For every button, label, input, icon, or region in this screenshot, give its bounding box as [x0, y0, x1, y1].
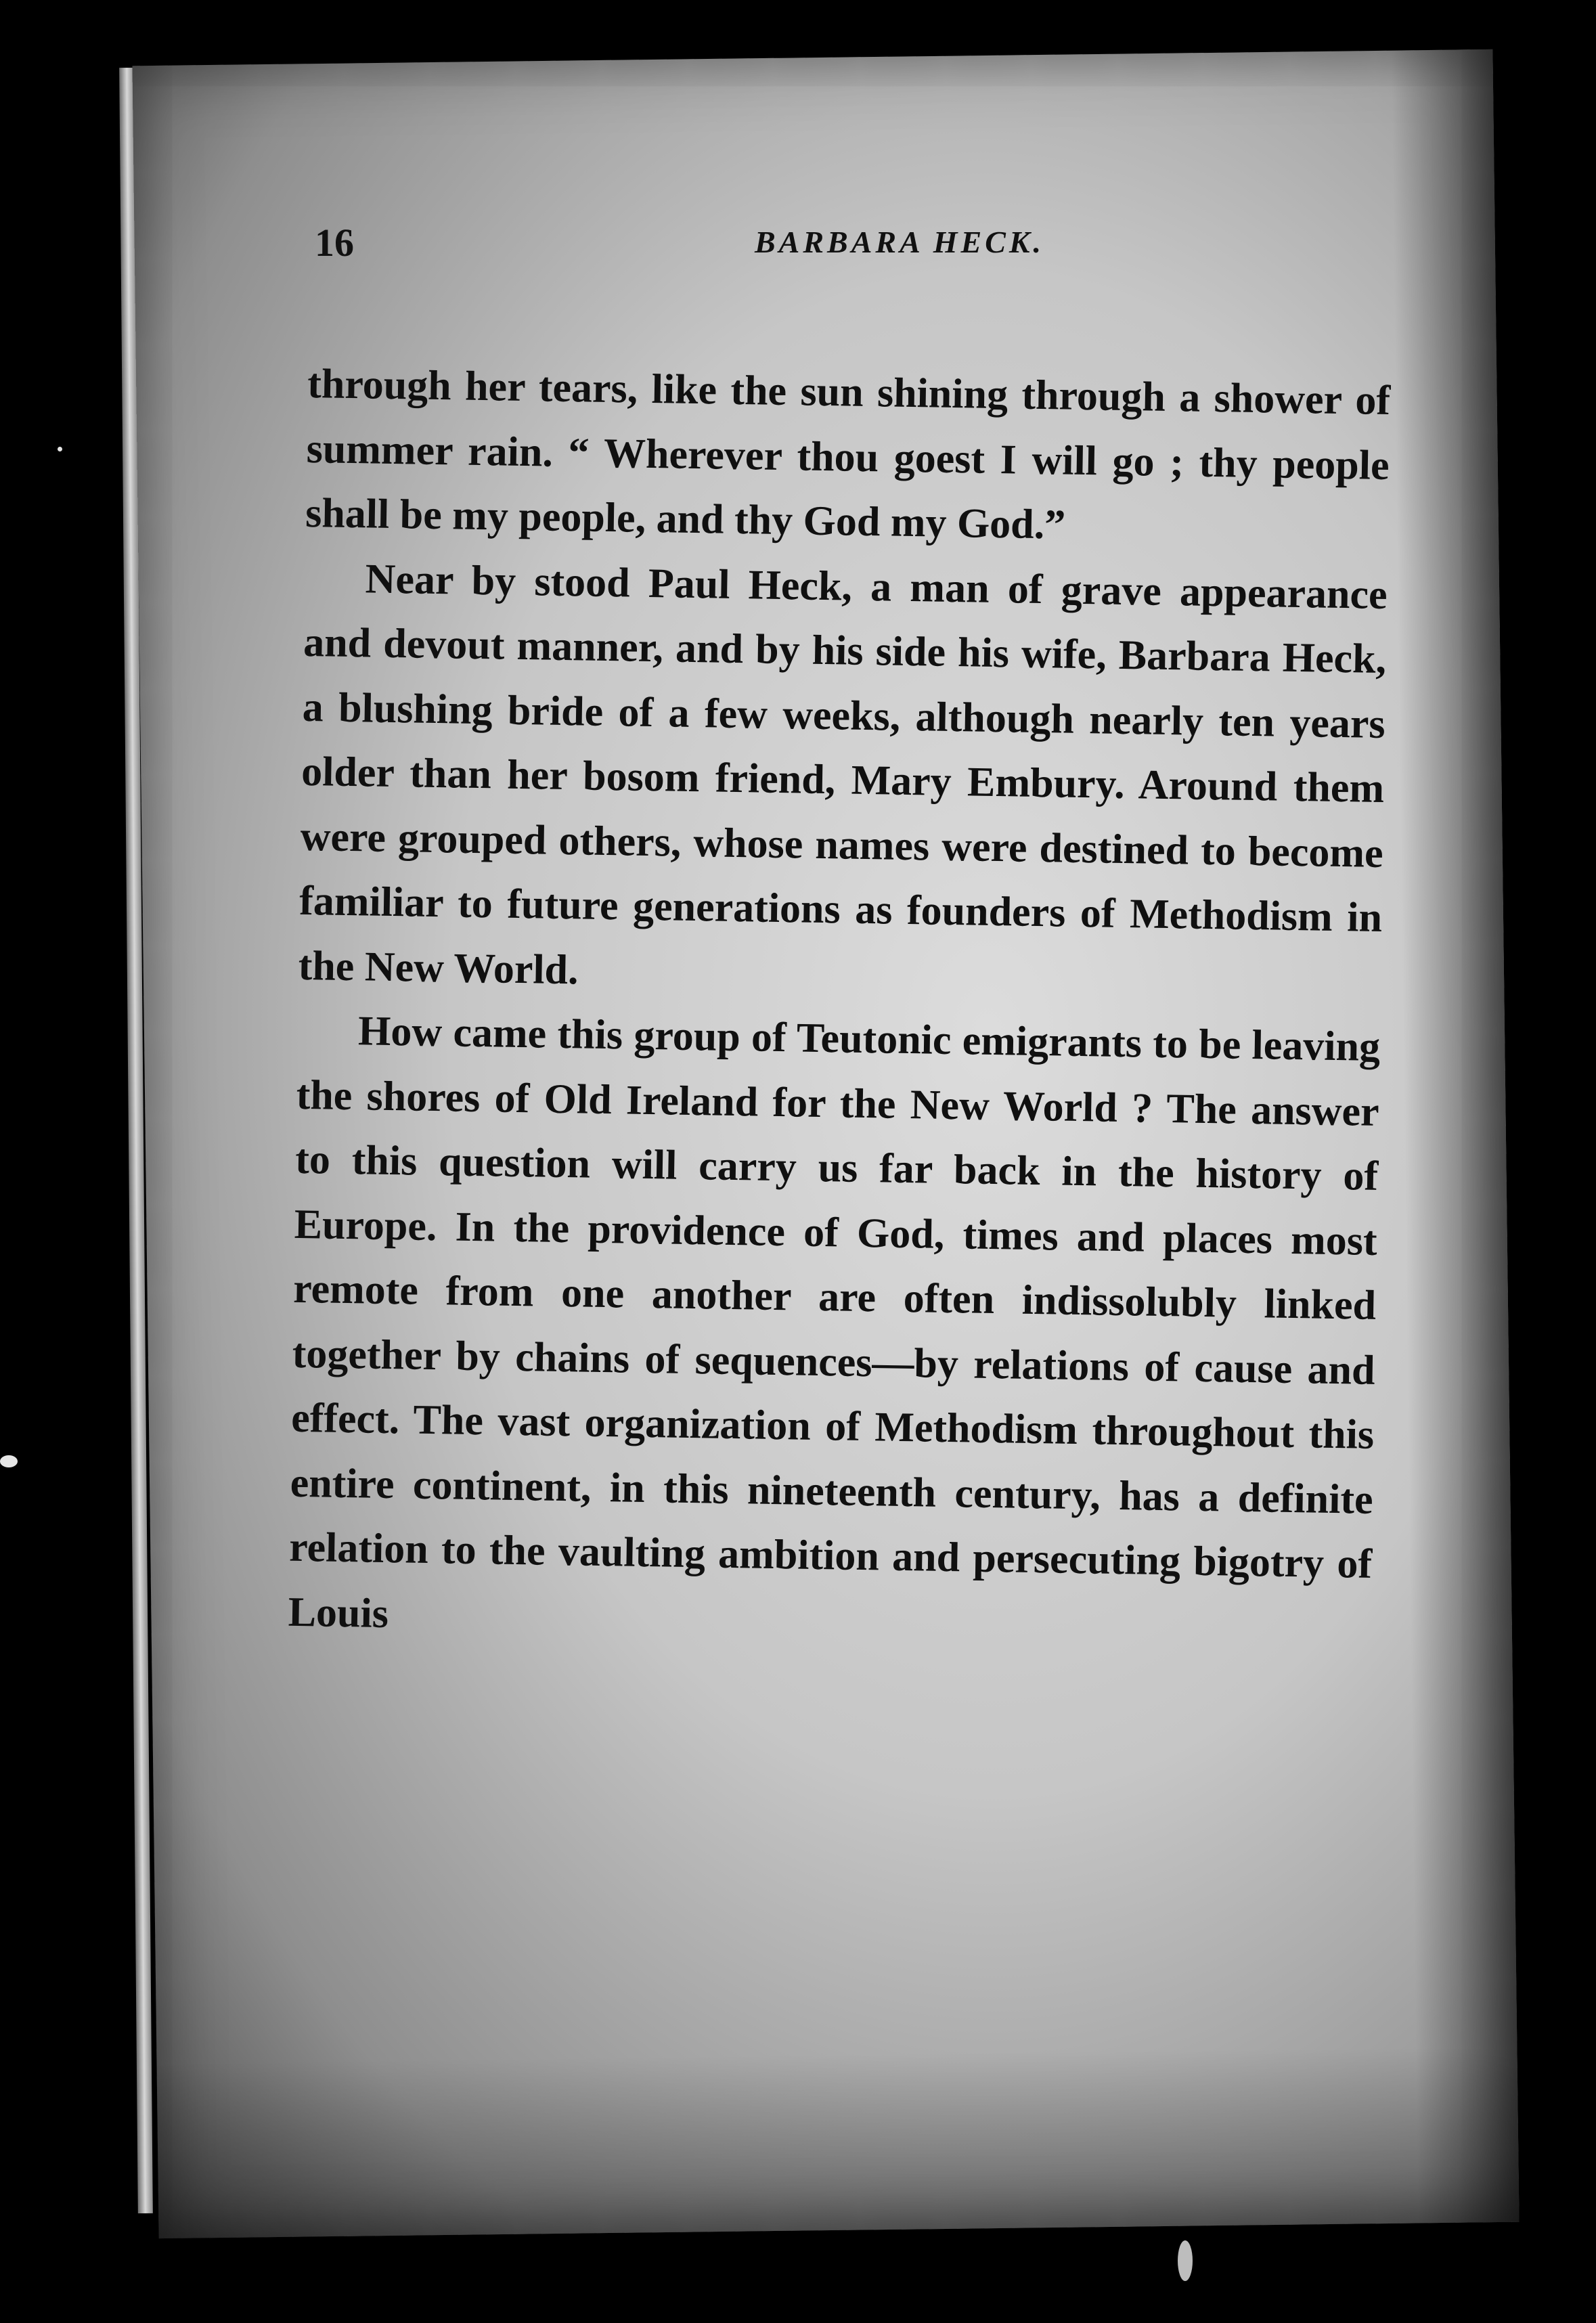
page-bottom-shadow: [157, 2046, 1520, 2239]
paragraph-3: How came this group of Teutonic emigrants to be leaving the shores of Old Ireland for the New World ? The answer to this question will carry us far back in the history of Europe. In the providence of God, times and places most remote from one another are often indissolubly linked together by chains of sequences—by relations of cause and effect. The vast organization of Methodism throughout this entire continent, in this nineteenth century, has a definite relation to the vaulting ambition and persecuting bigotry of Louis: [288, 1008, 1381, 1637]
scan-speck: [58, 447, 62, 451]
body-text: [288, 352, 1391, 1662]
page-header: [315, 220, 1371, 281]
paragraph-1: through her tears, like the sun shining through a shower of summer rain. “ Wherever thou goest I will go ; thy people shall be my people, and thy God my God.”: [305, 360, 1391, 548]
scan-speck: [1178, 2240, 1193, 2281]
paragraph-2: Near by stood Paul Heck, a man of grave appearance and devout manner, and by his side his wife, Barbara Heck, a blushing bride of a few weeks, although nearly ten years older than her bosom friend, Mary Embury. Around them were grouped others, whose names were destined to become familiar to future generations as founders of Methodism in the New World.: [298, 555, 1388, 993]
page-number: 16: [315, 221, 354, 265]
scan-speck: [0, 1455, 18, 1467]
page-right-shadow: [1391, 49, 1519, 2224]
running-head: BARBARA HECK.: [755, 225, 1045, 259]
